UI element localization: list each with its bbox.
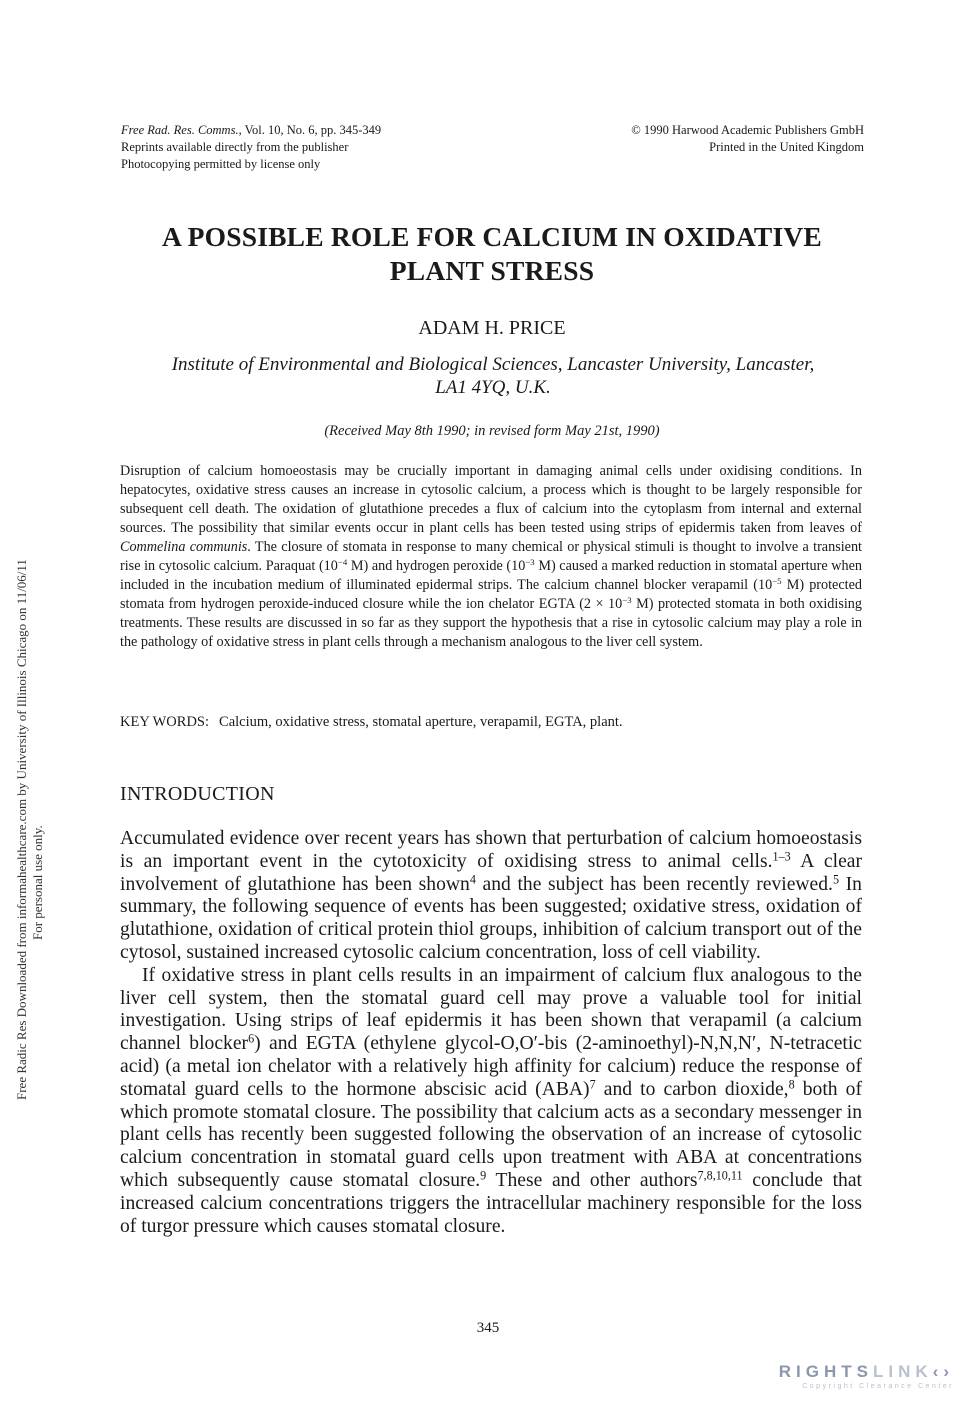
paragraph-text: and the subject has been recently reviewed.	[475, 873, 833, 895]
affiliation-line-2: LA1 4YQ, U.K.	[435, 377, 551, 398]
paragraph-text: A clear involvement of glutathione has been shown	[120, 850, 862, 895]
paragraph-text: both of which promote stomatal closure. The possibility that calcium acts as a secondary messenger in plant cells has recently been suggested following the observation of an increase of cytosolic calcium concentration in stomatal guard cells upon treatment with ABA at concentrations which subsequently cause stomatal closure.	[120, 1078, 863, 1191]
exponent: −5	[772, 576, 782, 587]
reprints-note: Reprints available directly from the publisher	[121, 140, 349, 154]
abstract-text: M) protected stomata in both oxidising treatments. These results are discussed in so far as they support the hypothesis that a rise in cytosolic calcium may play a role in the pathology of oxidative stress in plant cells through a mechanism analogous to the liver cell system.	[120, 596, 862, 650]
paragraph-text: and to carbon dioxide,	[595, 1078, 789, 1100]
reference-marker: 7	[589, 1077, 596, 1092]
keywords	[120, 713, 862, 732]
exponent: −4	[337, 557, 348, 568]
keywords-label: KEY WORDS:	[120, 714, 210, 730]
abstract-text: M) protected stomata from hydrogen peroxide-induced closure while the ion chelator EGTA (2 × 10	[120, 577, 862, 612]
exponent: −3	[525, 557, 535, 568]
publisher-header	[520, 122, 864, 156]
reference-marker: 5	[832, 871, 840, 886]
download-notice-line-2: For personal use only.	[29, 825, 45, 940]
page-number: 345	[476, 1320, 500, 1336]
paragraph-text: ) and EGTA (ethylene glycol-O,O′-bis (2-aminoethyl)-N,N,N′, N-tetracetic acid) (a metal ion chelator with a relatively high affinity for calcium) reduce the response of stomatal guard cells to the hormone abscisic acid (ABA)	[120, 1033, 863, 1100]
keywords-text: Calcium, oxidative stress, stomatal aperture, verapamil, EGTA, plant.	[219, 714, 623, 730]
printed-line: Printed in the United Kingdom	[709, 140, 864, 154]
article-title	[100, 220, 884, 288]
author-name: ADAM H. PRICE	[418, 317, 566, 339]
paragraph	[120, 828, 862, 965]
paragraph-text: If oxidative stress in plant cells results in an impairment of calcium flux analogous to the liver cell system, then the stomatal guard cell may prove a valuable tool for initial investigation. Using strips of leaf epidermis it has been shown that verapamil (a calcium channel blocker	[120, 964, 862, 1055]
abstract-text: M) and hydrogen peroxide (10	[347, 558, 526, 574]
reference-marker: 7,8,10,11	[697, 1168, 743, 1183]
rightslink-brand: RIGHTS	[778, 1362, 873, 1381]
rightslink-brand-suffix: LINK	[873, 1362, 933, 1381]
title-line-2: PLANT STRESS	[389, 255, 595, 286]
paragraph-text: Accumulated evidence over recent years has shown that perturbation of calcium homoeostasis is an important event in the cytotoxicity of oxidising stress to animal cells.	[120, 828, 862, 872]
photocopying-note: Photocopying permitted by license only	[121, 157, 321, 171]
introduction-body	[120, 828, 862, 1238]
journal-header	[121, 122, 541, 173]
reference-marker: 9	[480, 1168, 487, 1183]
received-dates: (Received May 8th 1990; in revised form May 21st, 1990)	[324, 423, 660, 439]
species-name: Commelina communis	[120, 539, 248, 555]
reference-marker: 6	[248, 1031, 255, 1046]
download-notice	[14, 340, 45, 1100]
journal-citation	[121, 122, 541, 139]
rightslink-tagline: Copyright Clearance Center	[802, 1383, 954, 1390]
rightslink-badge[interactable]	[779, 1362, 954, 1390]
copyright-line: © 1990 Harwood Academic Publishers GmbH	[631, 123, 864, 137]
affiliation-line-1: Institute of Environmental and Biological Sciences, Lancaster University, Lancaster,	[171, 354, 815, 375]
paragraph	[120, 965, 862, 1239]
download-notice-line-1: Free Radic Res Downloaded from informahealthcare.com by University of Illinois Chicago on 11/06/11	[14, 559, 29, 1100]
exponent: −3	[622, 595, 632, 606]
section-heading-introduction: INTRODUCTION	[120, 783, 275, 805]
abstract-text: Disruption of calcium homoeostasis may be crucially important in damaging animal cells under oxidising conditions. In hepatocytes, oxidative stress causes an increase in cytosolic calcium, a process which is thought to be largely responsible for subsequent cell death. The oxidation of glutathione precedes a flux of calcium into the cytoplasm from internal and external sources. The possibility that similar events occur in plant cells has been tested using strips of epidermis taken from leaves of	[120, 463, 862, 536]
reference-marker: 1–3	[772, 849, 791, 864]
rightslink-arrows-icon: ‹›	[932, 1362, 954, 1381]
volume-pages: , Vol. 10, No. 6, pp. 345-349	[238, 123, 382, 137]
paragraph-text: conclude that increased calcium concentrations triggers the intracellular machinery responsible for the loss of turgor pressure which causes stomatal closure.	[120, 1169, 862, 1237]
paragraph-text: These and other authors	[486, 1169, 698, 1191]
journal-name: Free Rad. Res. Comms.	[121, 123, 239, 137]
rightslink-logo[interactable]	[779, 1362, 954, 1382]
author-affiliation	[110, 353, 876, 399]
abstract-text: M) caused a marked reduction in stomatal aperture when included in the incubation medium of illuminated epidermal strips. The calcium channel blocker verapamil (10	[120, 558, 862, 593]
title-line-1: A POSSIBLE ROLE FOR CALCIUM IN OXIDATIVE	[162, 221, 822, 252]
reference-marker: 8	[788, 1077, 795, 1092]
abstract	[120, 462, 862, 652]
reference-marker: 4	[469, 871, 476, 886]
abstract-text: . The closure of stomata in response to many chemical or physical stimuli is thought to involve a transient rise in cytosolic calcium. Paraquat (10	[120, 539, 862, 574]
paragraph-text: In summary, the following sequence of events has been suggested; oxidative stress, oxidation of glutathione, oxidation of critical protein thiol groups, inhibition of calcium transport out of the cytosol, sustained increased cytosolic calcium concentration, loss of cell viability.	[120, 873, 862, 963]
